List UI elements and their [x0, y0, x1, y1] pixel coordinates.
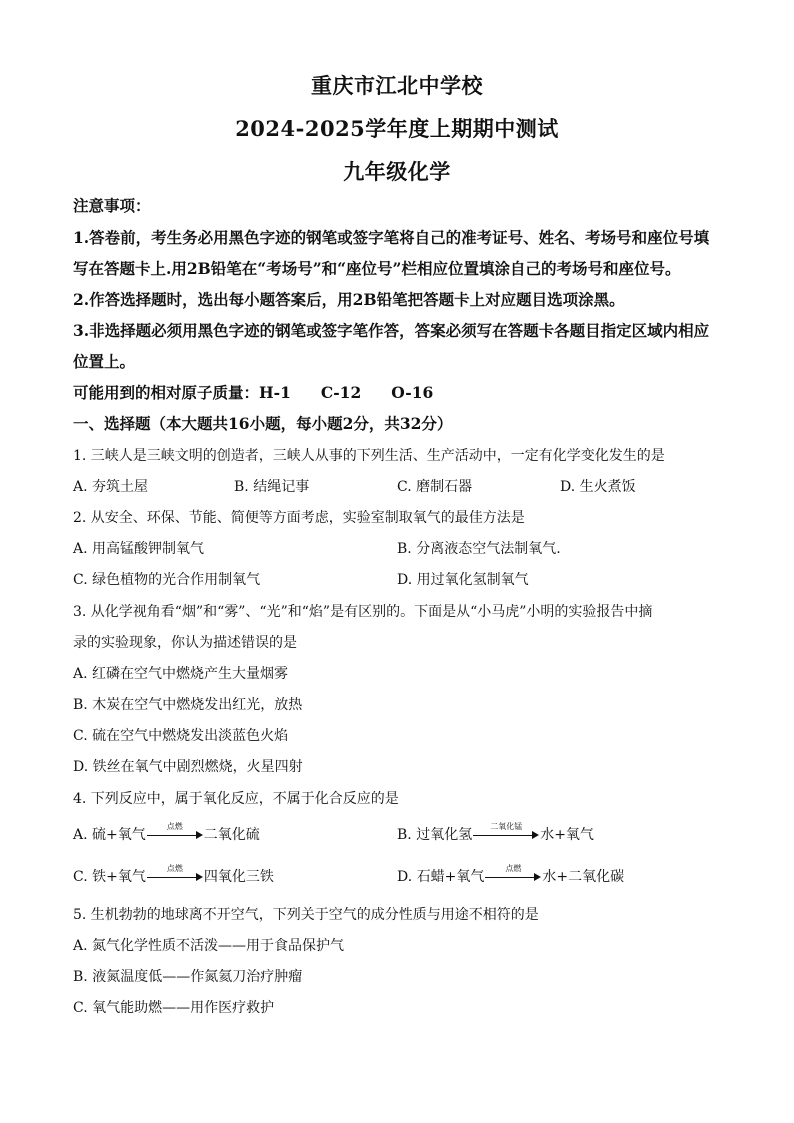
- q2-option-d: D. 用过氧化氢制氧气: [397, 572, 529, 588]
- q4-d-condition: 点燃: [505, 864, 522, 873]
- notice-item-3: 3.非选择题必须用黑色字迹的钢笔或签字笔作答，答案必须写在答题卡各题目指定区域内相应: [73, 321, 710, 340]
- q4-a-condition: 点燃: [166, 822, 183, 831]
- q2-option-b: B. 分离液态空气法制氧气.: [397, 541, 561, 557]
- q3-stem-cont: 录的实验现象，你认为描述错误的是: [73, 635, 297, 651]
- q3-option-d: D. 铁丝在氧气中剧烈燃烧，火星四射: [73, 759, 303, 775]
- q4-b-condition: 二氧化锰: [490, 822, 523, 831]
- q4-option-d: [397, 866, 624, 886]
- q5-option-c: C. 氧气能助燃——用作医疗救护: [73, 1000, 275, 1016]
- q4-c-products: 四氧化三铁: [203, 869, 274, 885]
- q4-b-products: 水+氧气: [540, 827, 594, 843]
- q1-stem: 1. 三峡人是三峡文明的创造者，三峡人从事的下列生活、生产活动中，一定有化学变化发生的是: [73, 448, 665, 464]
- q4-c-reactants: C. 铁+氧气: [73, 869, 146, 885]
- reaction-arrow-icon: [147, 864, 203, 884]
- q4-option-c: [73, 866, 274, 886]
- notice-heading: 注意事项：: [73, 196, 151, 215]
- q4-b-reactants: B. 过氧化氢: [397, 827, 473, 843]
- notice-item-1: 1.答卷前，考生务必用黑色字迹的钢笔或签字笔将自己的准考证号、姓名、考场号和座位号填: [73, 228, 710, 247]
- subject-title: 九年级化学: [343, 159, 451, 184]
- q4-a-reactants: A. 硫+氧气: [73, 827, 146, 843]
- q5-option-a: A. 氮气化学性质不活泼——用于食品保护气: [73, 938, 345, 954]
- q5-option-b: B. 液氮温度低——作氮氦刀治疗肿瘤: [73, 969, 303, 985]
- notice-item-3-cont: 位置上。: [73, 352, 136, 371]
- reaction-arrow-icon: [147, 822, 203, 842]
- q3-stem: 3. 从化学视角看“烟”和“雾”、“光”和“焰”是有区别的。下面是从“小马虎”小明的实验报告中摘: [73, 604, 653, 620]
- q4-stem: 4. 下列反应中，属于氧化反应，不属于化合反应的是: [73, 791, 399, 807]
- atomic-mass-h: H-1: [259, 383, 291, 402]
- exam-title: 2024-2025学年度上期期中测试: [235, 116, 559, 141]
- reaction-arrow-icon: [473, 822, 539, 842]
- q5-stem: 5. 生机勃勃的地球离不开空气，下列关于空气的成分性质与用途不相符的是: [73, 907, 539, 923]
- q3-option-c: C. 硫在空气中燃烧发出淡蓝色火焰: [73, 728, 289, 744]
- atomic-mass-c: C-12: [320, 383, 362, 402]
- q4-a-products: 二氧化硫: [203, 827, 260, 843]
- school-title: 重庆市江北中学校: [311, 73, 483, 98]
- q2-option-c: C. 绿色植物的光合作用制氧气: [73, 572, 261, 588]
- section-1-heading: 一、选择题（本大题共16小题，每小题2分，共32分）: [73, 414, 453, 433]
- atomic-masses: [73, 381, 433, 403]
- q4-d-reactants: D. 石蜡+氧气: [397, 869, 485, 885]
- notice-item-2: 2.作答选择题时，选出每小题答案后，用2B铅笔把答题卡上对应题目选项涂黑。: [73, 290, 625, 309]
- atomic-masses-label: 可能用到的相对原子质量：: [73, 383, 260, 402]
- q4-option-a: [73, 824, 260, 844]
- q4-d-products: 水+二氧化碳: [542, 869, 625, 885]
- q4-option-b: [397, 824, 594, 844]
- q1-option-c: C. 磨制石器: [397, 479, 473, 495]
- notice-item-1-cont: 写在答题卡上.用2B铅笔在“考场号”和“座位号”栏相应位置填涂自己的考场号和座位号。: [73, 259, 681, 278]
- atomic-mass-o: O-16: [391, 383, 434, 402]
- q3-option-a: A. 红磷在空气中燃烧产生大量烟雾: [73, 666, 289, 682]
- reaction-arrow-icon: [485, 864, 541, 884]
- q2-stem: 2. 从安全、环保、节能、简便等方面考虑，实验室制取氧气的最佳方法是: [73, 510, 525, 526]
- q1-option-a: A. 夯筑土屋: [73, 479, 149, 495]
- q3-option-b: B. 木炭在空气中燃烧发出红光，放热: [73, 697, 303, 713]
- q2-option-a: A. 用高锰酸钾制氧气: [73, 541, 205, 557]
- q1-option-d: D. 生火煮饭: [560, 479, 636, 495]
- q1-option-b: B. 结绳记事: [234, 479, 310, 495]
- q4-c-condition: 点燃: [166, 864, 183, 873]
